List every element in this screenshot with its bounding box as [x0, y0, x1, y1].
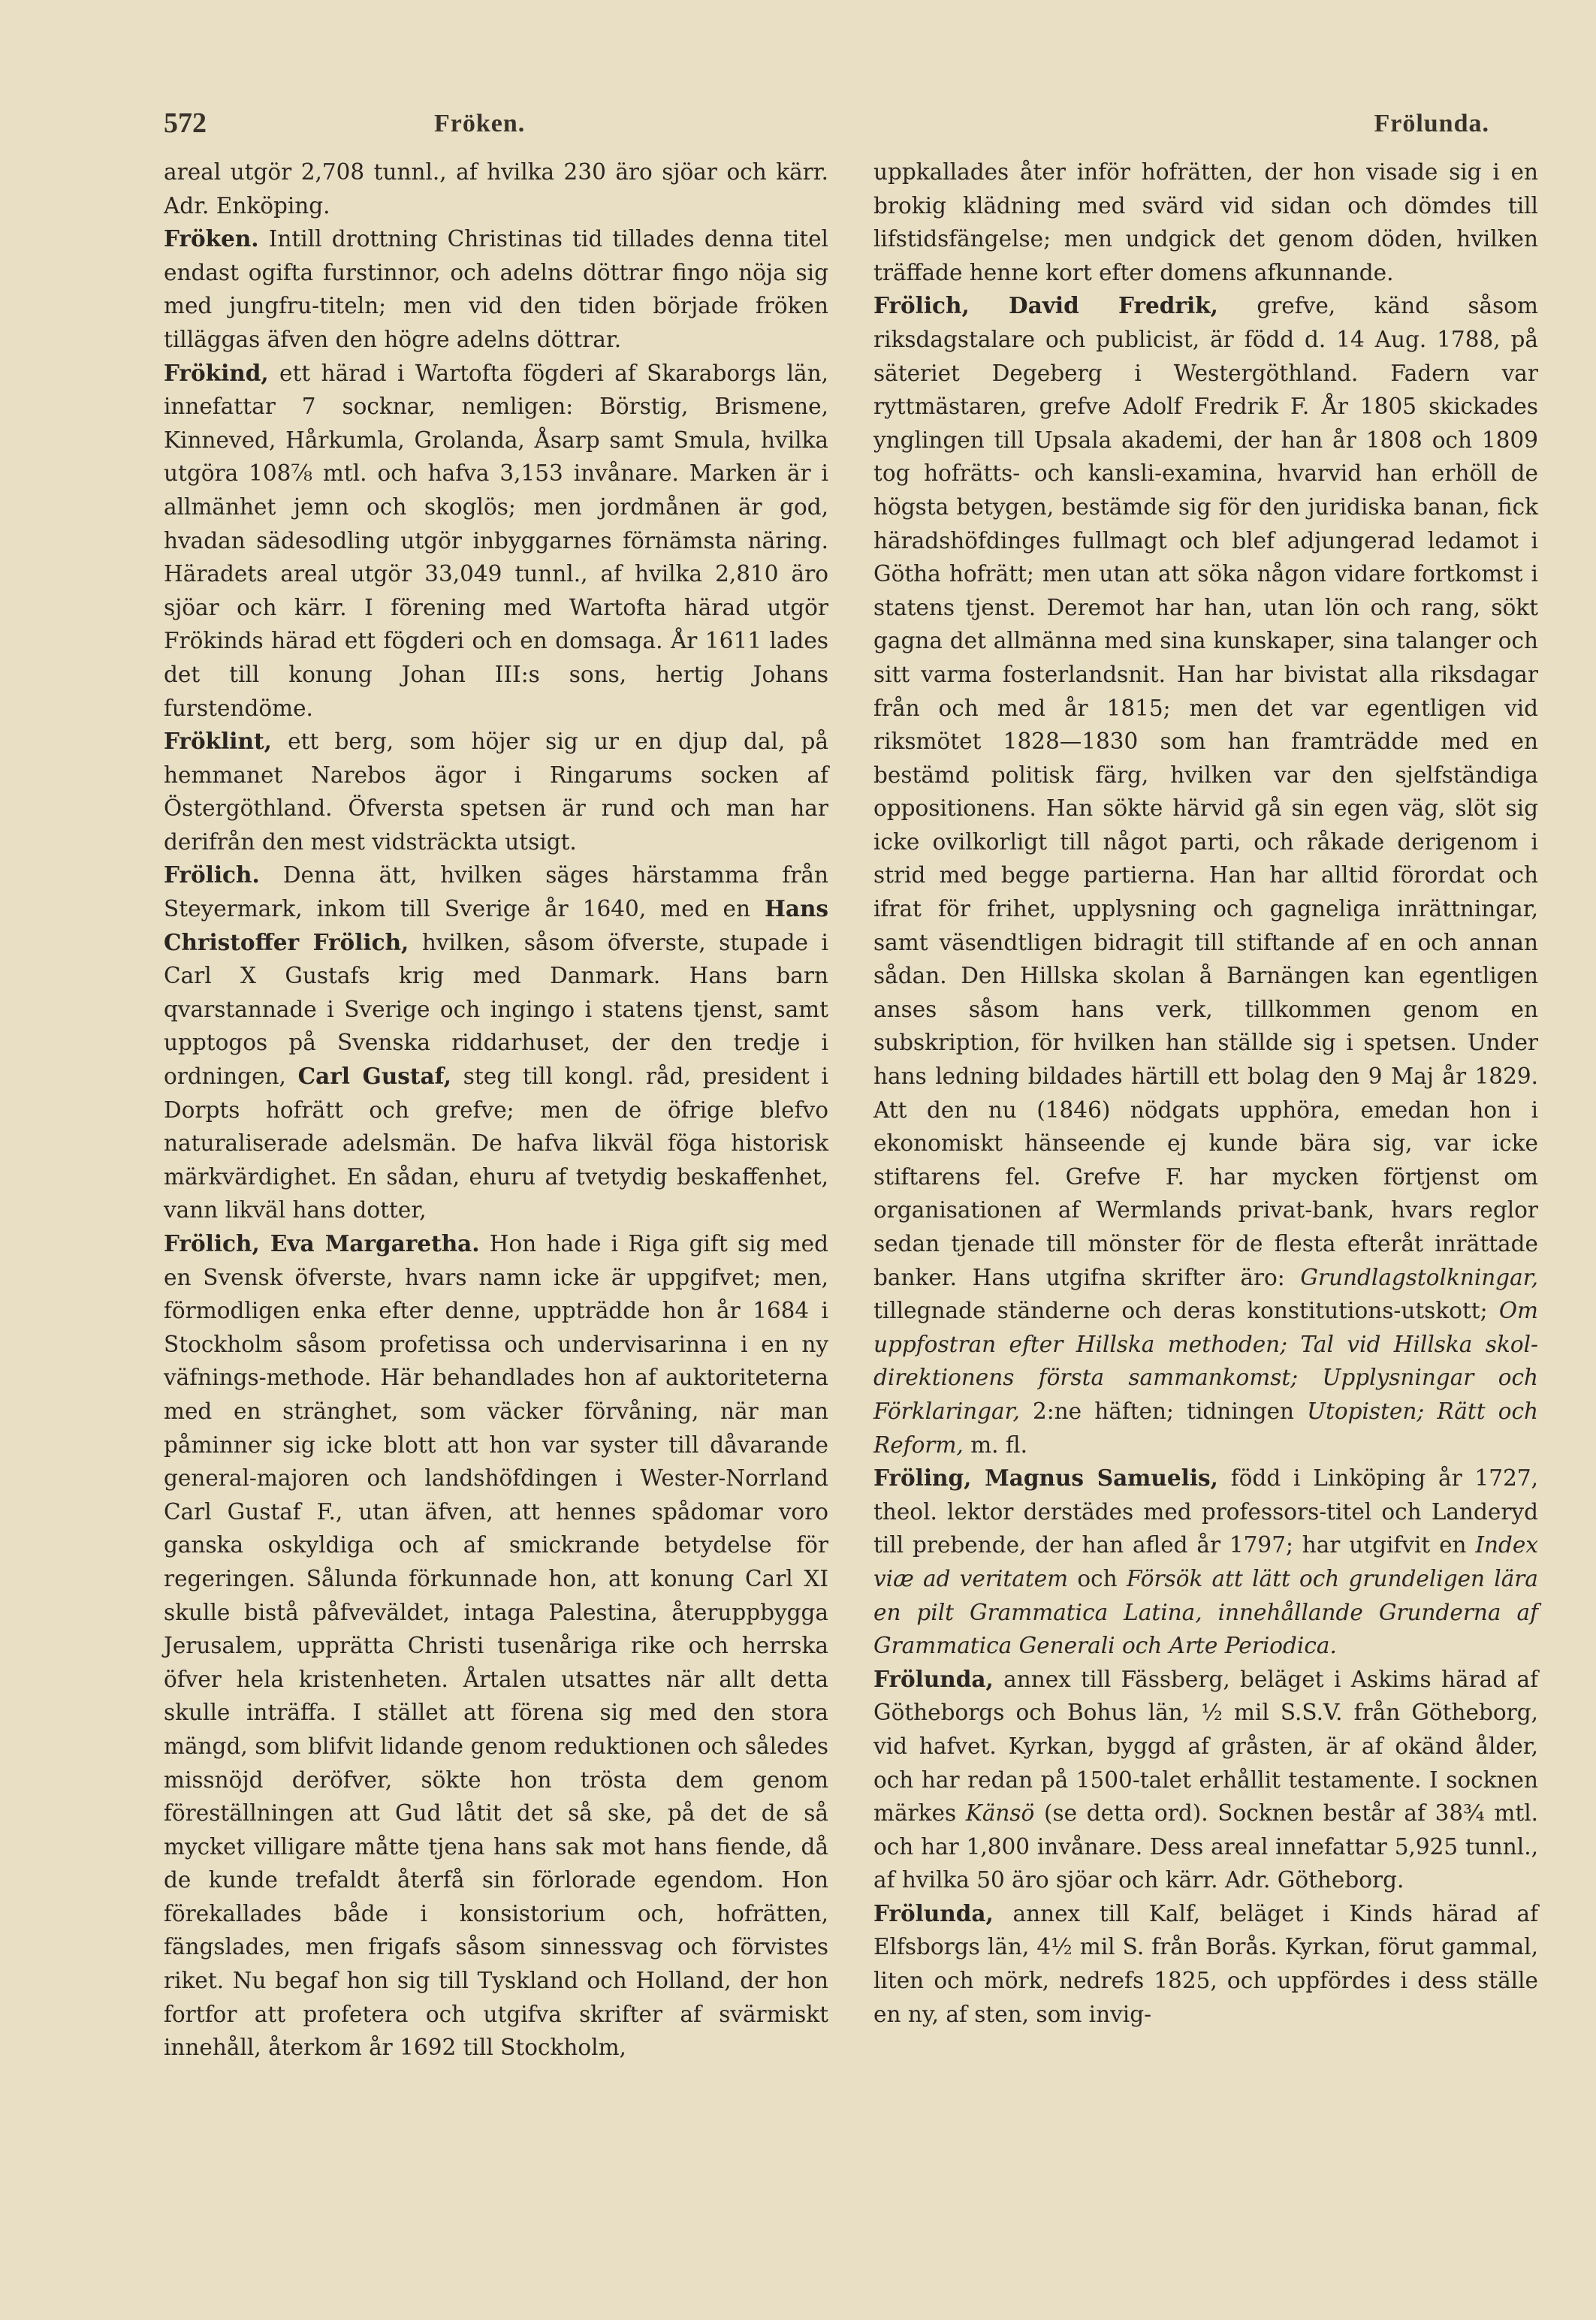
entry-text: m. fl. [963, 1432, 1027, 1458]
entry-headword: Frölich, David Fredrik, [873, 292, 1218, 319]
entry-title-italic: Försök att lätt och grundeligen lära en pilt Grammatica Latina, innehållande Grunderna af Grammatica Generali och Arte Periodica. [873, 1565, 1538, 1659]
left-running-keyword: Fröken. [434, 110, 526, 137]
entry-title-italic: Grundlagstolkningar, [1300, 1264, 1538, 1290]
entry-headword: Frölunda, [873, 1665, 994, 1692]
entry-text: hvilken, såsom öfverste, stupade i Carl X Gustafs krig med Danmark. Hans barn qvarstannade i Sverige och ingingo i statens tjenst, samt upptogos på Svenska riddarhuset, der den tredje i ordningen, [164, 929, 828, 1090]
entry-headword: Frölich, Eva Margaretha. [164, 1230, 480, 1257]
entry-text: ett berg, som höjer sig ur en djup dal, på hemmanet Narebos ägor i Ringarums socken af Östergöthland. Öfversta spetsen är rund och man har derifrån den mest vidsträckta utsigt. [164, 729, 828, 855]
entry-headword: Frölich. [164, 861, 260, 888]
right-column [873, 155, 1538, 2198]
dictionary-entry [164, 155, 828, 222]
entry-text: Denna ätt, hvilken säges härstamma från Steyermark, inkom till Sverige år 1640, med en [164, 862, 828, 922]
entry-text: annex till Fässberg, beläget i Askims härad af Götheborgs och Bohus län, ½ mil S.S.V. från Götheborg, vid hafvet. Kyrkan, byggd af gråsten, är af okänd ålder, och har redan på 1500-talet erhållit testamente. I socknen märkes [873, 1666, 1538, 1827]
page-number: 572 [164, 107, 207, 139]
entry-text: (se detta ord). Socknen består af 38¾ mtl. och har 1,800 invånare. Dess areal innefattar 5,925 tunnl., af hvilka 50 äro sjöar och kärr. Adr. Götheborg. [873, 1800, 1539, 1893]
dictionary-entry [164, 222, 828, 356]
dictionary-entry [164, 1227, 828, 2065]
entry-headword: Frölunda, [873, 1899, 994, 1926]
dictionary-entry [873, 1663, 1538, 1897]
dictionary-entry [873, 289, 1538, 1462]
dictionary-entry [164, 725, 828, 858]
entry-text: steg till kongl. råd, president i Dorpts hofrätt och grefve; men de öfrige blefvo naturaliserade adelsmän. De hafva likväl föga historisk märkvärdighet. En sådan, ehuru af tvetydig beskaffenhet, vann likväl hans dotter, [164, 1063, 828, 1223]
left-column [164, 155, 828, 2198]
entry-headword: Fröken. [164, 225, 259, 252]
right-running-keyword: Frölunda. [1374, 110, 1489, 137]
entry-title-italic: Känsö [965, 1800, 1035, 1827]
entry-text: annex till Kalf, beläget i Kinds härad af Elfsborgs län, 4½ mil S. från Borås. Kyrkan, förut gammal, liten och mörk, nedrefs 1825, och uppfördes i dess ställe en ny, af sten, som invig- [873, 1900, 1538, 2027]
dictionary-entry [873, 1462, 1538, 1663]
entry-title-italic: Om uppfostran efter Hillska methoden; Tal vid Hillska skol-direktionens första sammankomst; Upplysningar och Förklaringar, [873, 1298, 1538, 1424]
entry-text: och [1068, 1565, 1127, 1591]
dictionary-entry [873, 1897, 1538, 2031]
entry-headword: Frökind, [164, 359, 269, 386]
entry-name: Carl Gustaf, [297, 1063, 451, 1090]
entry-text: tillegnade ständerne och deras konstitutions-utskott; [873, 1298, 1499, 1324]
entry-text: Hon hade i Riga gift sig med en Svensk öfverste, hvars namn icke är uppgifvet; men, förmodligen enka efter denne, uppträdde hon år 1684 i Stockholm såsom profetissa och undervisarinna i en ny väfnings-methode. Här behandlades hon af auktoriteterna med en stränghet, som väcker förvåning, när man påminner sig icke blott att hon var syster till dåvarande general-majoren och landshöfdingen i Wester-Norrland Carl Gustaf F., utan äfven, att hennes spådomar voro ganska oskyldiga och af smickrande betydelse för regeringen. Sålunda förkunnade hon, att konung Carl XI skulle bistå påfveväldet, intaga Palestina, återuppbygga Jerusalem, upprätta Christi tusenåriga rike och herrska öfver hela kristenheten. Årtalen utsattes när allt detta skulle inträffa. I stället att förena sig med den stora mängd, som blifvit lidande genom reduktionen och således missnöjd deröfver, sökte hon trösta dem genom föreställningen att Gud låtit det så ske, på det de så mycket villigare måtte tjena hans sak mot hans fiende, då de kunde trefaldt återfå sin förlorade egendom. Hon förekallades både i konsistorium och, hofrätten, fängslades, men frigafs såsom sinnessvag och förvistes riket. Nu begaf hon sig till Tyskland och Holland, der hon fortfor att profetera och utgifva skrifter af svärmiskt innehåll, återkom år 1692 till Stockholm, [164, 1231, 828, 2061]
dictionary-entry [873, 155, 1538, 289]
entry-title-italic: Index viæ ad veritatem [873, 1532, 1538, 1591]
entry-name: Hans Christoffer Frölich, [164, 895, 828, 955]
dictionary-entry [164, 858, 828, 1227]
entry-text: ett härad i Wartofta fögderi af Skaraborgs län, innefattar 7 socknar, nemligen: Börstig, Brismene, Kinneved, Hårkumla, Grolanda, Åsarp samt Smula, hvilka utgöra 108⅞ mtl. och hafva 3,153 invånare. Marken är i allmänhet jemn och skoglös; men jordmånen är god, hvadan sädesodling utgör inbyggarnes förnämsta näring. Häradets areal utgör 33,049 tunnl., af hvilka 2,810 äro sjöar och kärr. I förening med Wartofta härad utgör Frökinds härad ett fögderi och en domsaga. År 1611 lades det till konung Johan III:s sons, hertig Johans furstendöme. [164, 360, 828, 721]
entry-headword: Fröklint, [164, 728, 272, 755]
entry-text: 2:ne häften; tidningen [1019, 1398, 1308, 1424]
entry-text: uppkallades åter inför hofrätten, der hon visade sig i en brokig klädning med svärd vid sidan och dömdes till lifstidsfängelse; men undgick det genom döden, hvilken träffade henne kort efter domens afkunnande. [873, 159, 1538, 285]
entry-text: grefve, känd såsom riksdagstalare och publicist, är född d. 14 Aug. 1788, på säteriet Degeberg i Westergöthland. Fadern var ryttmästaren, grefve Adolf Fredrik F. År 1805 skickades ynglingen till Upsala akademi, der han år 1808 och 1809 tog hofrätts- och kansli-examina, hvarvid han erhöll de högsta betygen, bestämde sig för den juridiska banan, fick häradshöfdinges fullmagt och blef adjungerad ledamot i Götha hofrätt; men utan att söka någon vidare fortkomst i statens tjenst. Deremot har han, utan lön och rang, sökt gagna det allmänna med sina kunskaper, sina talanger och sitt varma fosterlandsnit. Han har bivistat alla riksdagar från och med år 1815; men det var egentligen vid riksmötet 1828—1830 som han framträdde med en bestämd politisk färg, hvilken var den sjelfständiga oppositionens. Han sökte härvid gå sin egen väg, slöt sig icke ovilkorligt till något parti, och råkade derigenom i strid med begge partierna. Han har alltid förordat och ifrat för frihet, upplysning och gagneliga inrättningar, samt väsendtligen bidragit till stiftande af en och annan sådan. Den Hillska skolan å Barnängen kan egentligen anses såsom hans verk, tillkommen genom en subskription, för hvilken han ställde sig i spetsen. Under hans ledning bildades härtill ett bolag den 9 Maj år 1829. Att den nu (1846) nödgats upphöra, emedan hon i ekonomiskt hänseende ej kunde bära sig, var icke stiftarens fel. Grefve F. har mycken förtjenst om organisationen af Wermlands privat-bank, hvars reglor sedan tjenade till mönster för de flesta efteråt inrättade banker. Hans utgifna skrifter äro: [873, 293, 1538, 1290]
dictionary-entry [164, 357, 828, 726]
entry-text: född i Linköping år 1727, theol. lektor derstädes med professors-titel och Landeryd till prebende, der han afled år 1797; har utgifvit en [873, 1465, 1538, 1558]
entry-headword: Fröling, Magnus Samuelis, [873, 1465, 1218, 1492]
running-header [164, 107, 1489, 144]
entry-text: Intill drottning Christinas tid tillades denna titel endast ogifta furstinnor, och adelns döttrar fingo nöja sig med jungfru-titeln; men vid den tiden började fröken tilläggas äfven den högre adelns döttrar. [164, 226, 828, 352]
entry-text: areal utgör 2,708 tunnl., af hvilka 230 äro sjöar och kärr. Adr. Enköping. [164, 159, 828, 219]
entry-title-italic: Utopisten; Rätt och Reform, [873, 1398, 1538, 1458]
